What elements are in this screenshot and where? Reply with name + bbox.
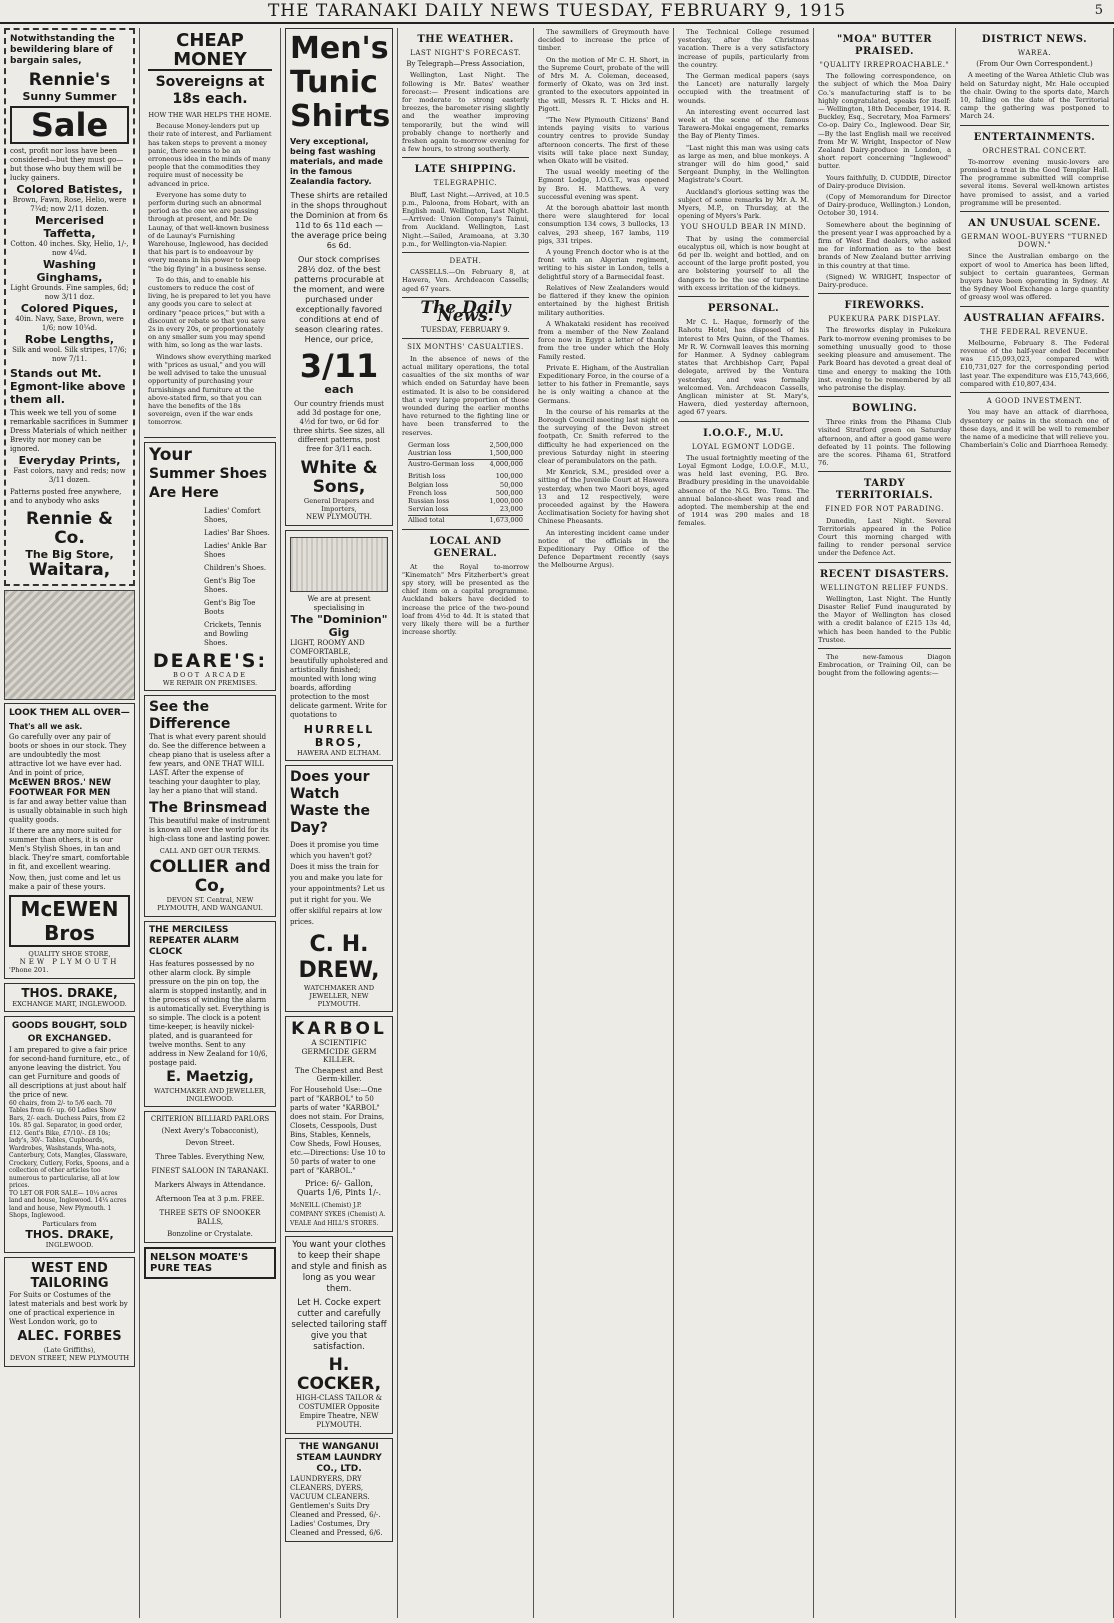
diagonal-text: The new-famous Diagon Embrocation, or Training Oil, can be bought from the following agents:— bbox=[818, 652, 951, 678]
sale-item-9: Silk and wool. Silk stripes, 17/6; now 7/11. bbox=[12, 346, 127, 363]
casualty-row: Austrian loss 1,500,000 bbox=[408, 448, 523, 457]
sale-item-7: 40in. Navy, Saxe, Brown, were 1/6; now 10¼d. bbox=[15, 315, 124, 332]
sale-item-1: Brown, Fawn, Rose, Helio, were 7¼d; now 2/11 dozen. bbox=[12, 196, 127, 213]
sale-item-4: Washing Ginghams, bbox=[36, 258, 103, 284]
brinsmead-text: This beautiful make of instrument is known all over the world for its high-class tone and lasting power. bbox=[149, 816, 271, 843]
local-general-heading: LOCAL AND GENERAL. bbox=[429, 535, 502, 559]
brinsmead-heading: The Brinsmead bbox=[149, 799, 268, 816]
criterion-markers: Markers Always in Attendance. bbox=[154, 1180, 266, 1189]
casualty-row: Belgian loss 50,000 bbox=[408, 480, 523, 489]
bear-in-mind-heading: YOU SHOULD BEAR IN MIND. bbox=[680, 223, 807, 232]
maetzig-address: WATCHMAKER AND JEWELLER, INGLEWOOD. bbox=[154, 1086, 266, 1103]
sale-item-8: Robe Lengths, bbox=[24, 333, 115, 346]
warea-subheading: WAREA. bbox=[1017, 49, 1052, 57]
gig-heading: The "Dominion" Gig bbox=[290, 612, 388, 639]
big-store: The Big Store, bbox=[25, 548, 114, 561]
criterion-finest: FINEST SALOON IN TARANAKI. bbox=[151, 1166, 269, 1175]
rennie-subtitle: Sunny Summer bbox=[22, 90, 117, 103]
criterion-heading: CRITERION BILLIARD PARLORS bbox=[150, 1114, 270, 1123]
casualty-row: Russian loss 1,000,000 bbox=[408, 496, 523, 505]
westend-text: For Suits or Costumes of the latest materials and best work by one of practical experience in West London work, go to bbox=[9, 1291, 128, 1327]
personal-text: Mr C. L. Haque, formerly of the Rahotu Hotel, has disposed of his interest to Mrs Quinn, of the Thames. Mr R. W. Cornwall leaves this morning for Hanmer. A Sydney cablegram states that Archbishop Carr, Papal delegate, arrived by the Ventura yesterday, and was formally welcomed. Ven. Archdeacon Cassells, Anglican minister at St. Mary's, Hawera, died yesterday afternoon, aged 67 years. bbox=[678, 318, 809, 417]
drake-place: INGLEWOOD. bbox=[45, 1241, 94, 1250]
your-heading: Your bbox=[149, 444, 192, 465]
piano-advert bbox=[144, 695, 276, 917]
shoe-item-0: Ladies' Comfort Shoes, bbox=[204, 506, 261, 524]
gig-specialising: We are at present specialising in bbox=[307, 594, 371, 612]
laundry-text: LAUNDRYERS, DRY CLEANERS, DYERS, VACUUM CLEANERS. Gentlemen's Suits Dry Cleaned and Pressed, 6/-. Ladies' Costumes, Dry Cleaned and Pressed, 6/6. bbox=[290, 1474, 383, 1537]
district-heading: DISTRICT NEWS. bbox=[981, 34, 1088, 45]
col5-para-8: A Whakataki resident has received from a member of the New Zealand force now in Egypt a letter of thanks from the tree under which the Holy Family rested. bbox=[538, 319, 669, 361]
casualty-row: French loss 500,000 bbox=[408, 488, 523, 497]
mcewen-text-4: Now, then, just come and let us make a pair of these yours. bbox=[9, 874, 121, 891]
shoe-item-2: Ladies' Ankle Bar Shoes bbox=[204, 541, 267, 559]
cocker-staff: Let H. Cocke expert cutter and carefully selected tailoring staff give you that satisfaction. bbox=[291, 1297, 387, 1352]
nelson-moate-advert bbox=[144, 1247, 276, 1279]
correspondent-byline: (From Our Own Correspondent.) bbox=[976, 60, 1093, 69]
col5-para-2: On the motion of Mr C. H. Short, in the Supreme Court, probate of the will of Mrs M. A. Coleman, deceased, formerly of Okato, was on 3rd inst. granted to the executors appointed in the will, Messrs R. T. Hicks and H. Pigott. bbox=[538, 55, 669, 113]
telegraphic-subheading: TELEGRAPHIC. bbox=[433, 179, 498, 188]
col5-para-11: Mr Kenrick, S.M., presided over a sitting of the Juvenile Court at Hawera yesterday, when two Maori boys, aged 13 and 12 respectively, were proceeded against by the Hawera Acclimatisation Society for having shot Chinese Pheasants. bbox=[538, 468, 669, 526]
moa-memo: (Copy of Memorandum for Director of Dairy-produce, Wellington.) London, October 30, 1914. bbox=[818, 193, 951, 218]
daily-news-logo: The Daily News. bbox=[420, 297, 511, 327]
criterion-tables: Three Tables. Everything New, bbox=[155, 1152, 265, 1161]
are-here-heading: Are Here bbox=[149, 484, 219, 501]
goods-advert bbox=[4, 1016, 135, 1253]
fireworks-heading: FIREWORKS. bbox=[844, 300, 925, 312]
sale-item-6: Colored Piques, bbox=[20, 302, 119, 315]
forbes-late: (Late Griffiths), bbox=[43, 1346, 96, 1355]
merciless-text: Has features possessed by no other alarm clock. By simple pressure on the pin on top, the alarm is stopped instantly, and in the process of winding the alarm is automatically set. Everything is so simple. The clock is a potent time-keeper, is heavily nickel-plated, and is guaranteed for twelve months. Sent to any address in New Zealand for 10/6, postage paid. bbox=[149, 959, 270, 1067]
drew-name: C. H. DREW, bbox=[298, 931, 380, 983]
watch-heading: Does your Watch Waste the Day? bbox=[290, 768, 370, 836]
karbol-text: For Household Use:—One part of "KARBOL" to 50 parts of water "KARBOL" does not stain. For Drains, Closets, Cesspools, Dust Bins, Stables, Kennels, Cow Sheds, Fowl Houses, etc.—Directions: Use 10 to 50 parts of water to one part of "KARBOL." bbox=[290, 1086, 386, 1176]
pukekura-subheading: PUKEKURA PARK DISPLAY. bbox=[828, 315, 941, 324]
sale-text: cost, profit nor loss have been considered—but they must go—but those who buy them will be lucky gainers. bbox=[10, 147, 124, 182]
shirts-text: Very exceptional, being fast washing materials, and made in the famous Zealandia factory. bbox=[290, 137, 383, 186]
cheap-money-para-4: Windows show everything marked with "prices as usual," and you will be well advised to take the unusual opportunity of purchasing your furnishings and furniture at the above-stated firm, so that you can have the benefits of the 18s sovereign, even if the war ends tomorrow. bbox=[148, 352, 272, 427]
death-heading: DEATH. bbox=[449, 257, 482, 266]
rennie-advert bbox=[4, 28, 135, 586]
col6-para-3: An interesting event occurred last week at the scene of the famous Tarawera-Mokai engagement, remarks the Bay of Plenty Times. bbox=[678, 107, 809, 141]
casualties-table bbox=[408, 441, 523, 525]
cocker-advert bbox=[285, 1236, 393, 1434]
sale-item-14: Patterns posted free anywhere, and to anybody who asks bbox=[10, 488, 122, 505]
sale-item-10: Stands out Mt. Egmont-like above them all. bbox=[10, 367, 126, 406]
shoe-item-1: Ladies' Bar Shoes. bbox=[204, 528, 270, 537]
particulars: Particulars from bbox=[42, 1219, 97, 1228]
warea-text: A meeting of the Warea Athletic Club was held on Saturday night, Mr. Hale occupied the chair. Owing to the sports date, March 10, falling on the date of the Territorial camp the gathering was postponed to March 24. bbox=[960, 71, 1109, 121]
col6-para-4: "Last night this man was using cats as large as men, and blue monkeys. A stranger will do him good," said Sergeant Dunphy, in the Wellington Magistrate's Court. bbox=[678, 143, 809, 185]
shoe-illustration bbox=[4, 590, 135, 700]
revenue-text: Melbourne, February 8. The Federal revenue of the half-year ended December was £15,093,023, compared with £10,731,027 for the corresponding period last year. The expenditure was £15,743,666, compared with £10,807,434. bbox=[960, 338, 1109, 388]
mcewen-bros: McEWEN Bros bbox=[9, 895, 130, 947]
col6-para-2: The German medical papers (says the Lancet) are naturally largely occupied with the treatment of wounds. bbox=[678, 72, 809, 105]
sale-item-3: Cotton. 40 inches. Sky, Helio, 1/-, now 4¼d. bbox=[10, 240, 129, 257]
cheap-money-advert bbox=[144, 28, 276, 433]
cocker-clothes: You want your clothes to keep their shape and style and finish as long as you wear them. bbox=[291, 1239, 387, 1294]
moa-signature: Yours faithfully, D. CUDDIE, Director of Dairy-produce Division. bbox=[818, 173, 951, 190]
criterion-tea: Afternoon Tea at 3 p.m. FREE. bbox=[155, 1194, 265, 1203]
karbol-germicide: A SCIENTIFIC GERMICIDE GERM KILLER. bbox=[301, 1038, 377, 1064]
hurrell-bros: HURRELL BROS, bbox=[303, 722, 375, 749]
tardy-heading: TARDY TERRITORIALS. bbox=[835, 478, 934, 502]
shirts-text-3: Our stock comprises 28½ doz. of the best patterns procurable at the moment, and were purchased under exceptionally favored conditions at end of season clearing rates. Hence, our price, bbox=[293, 255, 385, 344]
shirts-advert bbox=[285, 28, 393, 526]
casualty-row: British loss 100,000 bbox=[408, 472, 523, 481]
mens-heading: Men's bbox=[290, 31, 389, 66]
daily-news-date: TUESDAY, FEBRUARY 9. bbox=[421, 326, 510, 335]
col5-para-12: An interesting incident came under notice of the officials in the Expeditionary Pay Office of the Defence Department recently (says the Melbourne Argus). bbox=[538, 528, 669, 570]
bowling-heading: BOWLING. bbox=[851, 403, 918, 415]
cocker-sub: HIGH-CLASS TAILOR & COSTUMIER Opposite Empire Theatre, NEW PLYMOUTH. bbox=[296, 1393, 382, 1429]
ioof-heading: I.O.O.F., M.U. bbox=[703, 427, 784, 439]
criterion-snooker: THREE SETS OF SNOOKER BALLS, bbox=[159, 1208, 261, 1226]
moa-heading: "MOA" BUTTER PRAISED. bbox=[836, 34, 933, 57]
to-let: TO LET OR FOR SALE— 10¼ acres land and house, Inglewood. 14¼ acres land and house, New Plymouth. 1 Shops, Inglewood. bbox=[9, 1189, 127, 1220]
westend-heading: WEST END TAILORING bbox=[30, 1261, 109, 1292]
mcewen-advert bbox=[4, 703, 135, 979]
page-number: 5 bbox=[1094, 3, 1104, 18]
column-2 bbox=[140, 28, 281, 1618]
shoe-item-4: Gent's Big Toe Shoes. bbox=[204, 576, 256, 594]
shoe-item-6: Crickets, Tennis and Bowling Shoes. bbox=[204, 620, 262, 647]
investment-subheading: A GOOD INVESTMENT. bbox=[986, 397, 1083, 406]
rennie-title: Rennie's bbox=[28, 70, 111, 90]
criterion-advert bbox=[144, 1111, 276, 1243]
karbol-cheapest: The Cheapest and Best Germ-killer. bbox=[295, 1066, 383, 1084]
column-5 bbox=[534, 28, 674, 1618]
rennie-intro: Notwithstanding the bewildering blare of bargain sales, bbox=[10, 34, 115, 66]
summer-shoes-advert bbox=[144, 442, 276, 691]
bowling-text: Three rinks from the Pihama Club visited Stratford green on Saturday afternoon, and after a good game were defeated by 11 points. The following are the scores. Pihama 61, Stratford 76. bbox=[818, 418, 951, 468]
col6-para-1: The Technical College resumed yesterday, after the Christmas vacation. There is a very satisfactory increase of pupils, particularly from the country. bbox=[678, 28, 809, 69]
shipping-text: Bluff, Last Night.—Arrived, at 10.5 p.m., Paloona, from Hobart, with an English mail. Wellington, Last Night.—Arrived: Union Company's Tainui, from Auckland. Wellington, Last Night.—Sailed, Aramoana, at 3.30 p.m., for Wellington-via-Napier. bbox=[402, 190, 529, 248]
drake-advert bbox=[4, 983, 135, 1012]
mcewen-text-2: is far and away better value than is usually obtainable in such high quality goods. bbox=[9, 798, 128, 824]
masthead bbox=[0, 0, 1114, 24]
laundry-advert bbox=[285, 1438, 393, 1542]
shipping-heading: LATE SHIPPING. bbox=[414, 164, 517, 176]
thats-all: That's all we ask. bbox=[9, 722, 83, 731]
fireworks-text: The fireworks display in Pukekura Park to-morrow evening promises to be something unusually good to those seeking pleasure and amusement. The Park Board has devoted a great deal of time and energy to making the 10th inst. evening to be remembered by all who patronise the display. bbox=[818, 326, 951, 392]
moa-text: The following correspondence, on the subject of which the Moa Dairy Co.'s manufacturing staff is to be highly congratulated, speaks for itself:— Wellington, 18th December, 1914. R. Buckley, Esq., Secretary, Moa Farmers' Co-op. Dairy Co., Inglewood. Dear Sir,—By the last English mail we received from Mr W. Wright, Inspector of New Zealand Dairy-produce in London, a short report concerning "Inglewood" butter. bbox=[818, 72, 951, 171]
war-helps-home: HOW THE WAR HELPS THE HOME. bbox=[148, 111, 272, 119]
ioof-text: The usual fortnightly meeting of the Loyal Egmont Lodge, I.O.O.F., M.U., was held last evening, P.G. Bro. Bradbury presiding in the unavoidable absence of the N.G. Bro. Toms. The annual balance-sheet was read and adopted. The membership at the end of 1914 was 290 males and 18 females. bbox=[678, 453, 809, 528]
sale-item-2: Mercerised Taffetta, bbox=[35, 214, 104, 240]
casualties-heading: SIX MONTHS' CASUALTIES. bbox=[407, 343, 524, 352]
cheap-money-para-3: To do this, and to enable his customers to reduce the cost of living, he is prepared to let you have any goods you care to select at ordinary "peace prices," but with a discount or rebate so that you save 2s in every 20s, or proportionately on any smaller sum you may spend with him, so long as the war lasts. bbox=[148, 275, 271, 350]
column-1 bbox=[0, 28, 140, 1618]
entertainments-heading: ENTERTAINMENTS. bbox=[973, 131, 1096, 143]
shirts-heading: Shirts bbox=[290, 99, 391, 134]
gig-text: LIGHT, ROOMY AND COMFORTABLE, beautifully upholstered and artistically finished; mounted with long wing boards, affording protection to the most delicate garment. Write for quotations to bbox=[290, 638, 388, 719]
col5-para-4: The usual weekly meeting of the Egmont Lodge, I.O.G.T., was opened by Bro. H. Matthews. A very successful evening was spent. bbox=[538, 168, 669, 201]
col5-para-1: The sawmillers of Greymouth have decided to increase the price of timber. bbox=[538, 28, 669, 53]
recent-text: Wellington, Last Night. The Huntly Disaster Relief Fund inaugurated by the Mayor of Wellington has closed with a credit balance of £215 13s 4d, which has been handed to the Public Trustee. bbox=[818, 594, 951, 644]
call-terms: CALL AND GET OUR TERMS. bbox=[159, 846, 261, 855]
deares-heading: DEARE'S: bbox=[152, 649, 268, 672]
white-general: General Drapers and Importers, bbox=[303, 497, 375, 514]
goods-text: I am prepared to give a fair price for second-hand furniture, etc., of anyone leaving the district. You can get Furniture and goods of all descriptions at just about half the price of new. bbox=[9, 1045, 130, 1099]
westend-advert bbox=[4, 1257, 135, 1366]
criterion-sub: (Next Avery's Tobacconist), bbox=[161, 1126, 259, 1135]
revenue-subheading: THE FEDERAL REVENUE. bbox=[980, 327, 1089, 336]
unusual-text: Since the Australian embargo on the export of wool to America has been lifted, subject to certain guarantees, German buyers have been operating in Sydney. At the Sydney Wool Exchange a large quantity of greasy wool was offered. bbox=[960, 252, 1109, 302]
weather-text: Wellington, Last Night. The following is Mr. Bates' weather forecast:— Present indications are for moderate to strong easterly breezes, the barometer rising slightly and the weather improving temporarily, but the wind will probably change to northerly and freshen again to-morrow evening for a few hours, to strong southerly. bbox=[402, 71, 529, 154]
sale-heading: Sale bbox=[10, 106, 129, 144]
column-7 bbox=[814, 28, 956, 1618]
casualty-row: Allied total 1,673,000 bbox=[408, 516, 523, 525]
forbes-name: ALEC. FORBES bbox=[17, 1329, 122, 1345]
death-text: CASSELLS.—On February 8, at Hawera, Ven. Archdeacon Cassells; aged 67 years. bbox=[402, 268, 529, 293]
shirts-each: each bbox=[324, 383, 354, 396]
goods-heading: GOODS BOUGHT, SOLD OR EXCHANGED. bbox=[11, 1020, 128, 1044]
goods-list: 60 chairs, from 2/- to 5/6 each. 70 Tables from 6/- up. 60 Ladies Show Bars, 2/- each. Duchess Pairs, from £2 10s. 85 gal. Separator, in good order, £12. Gent's Bike, £7/10/-. £8 10s; lady's, 30/-. Tables, Cupboards, Wardrobes, Washstands, Wha-nots, Canterbury, Cots, Mangles, Glassware, Crockery, Cutlery, Forks, Spoons, and a collection of other articles too numerous to particularise, all at low prices. bbox=[9, 1099, 130, 1190]
forbes-address: DEVON STREET, NEW PLYMOUTH bbox=[9, 1354, 130, 1363]
column-3 bbox=[281, 28, 398, 1618]
collier-address: DEVON ST. Central, NEW PLYMOUTH, AND WANGANUI. bbox=[157, 896, 263, 913]
gig-advert bbox=[285, 530, 393, 761]
look-heading: LOOK THEM ALL OVER— bbox=[9, 708, 130, 718]
hurrell-address: HAWERA AND ELTHAM. bbox=[297, 748, 381, 757]
moa-memo-text: Somewhere about the beginning of the present year I was approached by a firm of West End dealers, who asked me for information as to the best brands of New Zealand butter arriving in this country at that time. bbox=[818, 220, 951, 270]
maetzig-heading: E. Maetzig, bbox=[166, 1068, 254, 1085]
relief-subheading: WELLINGTON RELIEF FUNDS. bbox=[820, 583, 949, 592]
sale-item-12: Everyday Prints, bbox=[18, 454, 121, 467]
australian-heading: AUSTRALIAN AFFAIRS. bbox=[963, 312, 1106, 324]
german-wool-subheading: GERMAN WOOL-BUYERS "TURNED DOWN." bbox=[961, 233, 1108, 250]
criterion-bonzoline: Bonzoline or Crystalate. bbox=[167, 1229, 253, 1238]
collier-heading: COLLIER and Co, bbox=[149, 857, 271, 897]
watch-text: Does it promise you time which you haven't got? Does it miss the train for you and make you late for your appointments? Let us put it right for you. We offer skilful repairs at low prices. bbox=[290, 840, 385, 926]
mcewen-boots: McEWEN BROS.' NEW FOOTWEAR FOR MEN bbox=[9, 778, 112, 798]
investment-text: You may have an attack of diarrhoea, dysentery or pains in the stomach one of these days, and it will be well to remember the name of a medicine that will relieve you. Chamberlain's Colic and Diarrhoea Remedy. bbox=[960, 408, 1109, 450]
fined-subheading: FINED FOR NOT PARADING. bbox=[825, 505, 944, 514]
white-town: NEW PLYMOUTH. bbox=[306, 513, 372, 522]
drake-name-2: THOS. DRAKE, bbox=[25, 1228, 114, 1242]
drake-name: THOS. DRAKE, bbox=[21, 985, 118, 1000]
col5-para-6: A young French doctor who is at the front with an Algerian regiment, writing to his sister in London, tells a delightful story of a Barmecidal feast. bbox=[538, 248, 669, 281]
summer-shoes-heading: Summer Shoes bbox=[149, 465, 267, 482]
quality-shoe: QUALITY SHOE STORE, bbox=[28, 950, 111, 958]
entertainments-text: To-morrow evening music-lovers are promised a treat in the Good Templar Hall. The programme submitted will comprise several items. Several well-known artistes have promised to assist, and a varied programme will be presented. bbox=[960, 157, 1109, 207]
column-8 bbox=[956, 28, 1114, 1618]
sovereigns-heading: Sovereigns at 18s each. bbox=[155, 74, 265, 107]
karbol-agents: McNEILL (Chemist) J.P. COMPANY SYKES (Chemist) A. VEALE And HILL'S STORES. bbox=[290, 1201, 386, 1227]
casualty-row: German loss 2,500,000 bbox=[408, 440, 523, 449]
unusual-heading: AN UNUSUAL SCENE. bbox=[968, 218, 1101, 230]
personal-heading: PERSONAL. bbox=[707, 303, 780, 315]
masthead-title: THE TARANAKI DAILY NEWS TUESDAY, FEBRUARY 9, 1915 bbox=[267, 1, 847, 21]
col6-para-7: That by using the commercial eucalyptus oil, which is now bought at 6d per lb. weight and bottled, and on account of the large profit posted, you are bolstering yourself to all the dangers to be the use of turpentine with excess irritation of the kidneys. bbox=[678, 234, 809, 292]
weather-heading: THE WEATHER. bbox=[417, 34, 514, 45]
shirts-price: 3/11 bbox=[299, 347, 379, 385]
col5-para-3: "The New Plymouth Citizens' Band intends paying visits to various country centres to provide Sunday afternoon concerts. The first of these visits will take place next Sunday, when Okato will be visited. bbox=[538, 116, 669, 166]
moa-wright: (Signed) W. WRIGHT, Inspector of Dairy-produce. bbox=[818, 272, 951, 290]
forecast-subheading: LAST NIGHT'S FORECAST. bbox=[410, 49, 521, 57]
col5-para-9: Private E. Higham, of the Australian Expeditionary Force, in the course of a letter to his father in Fremantle, says he is only waiting a chance at the Germans. bbox=[538, 363, 669, 405]
orchestral-subheading: ORCHESTRAL CONCERT. bbox=[982, 146, 1087, 155]
drew-address: WATCHMAKER AND JEWELLER, NEW PLYMOUTH. bbox=[303, 983, 375, 1009]
white-sons: White & Sons, bbox=[300, 458, 378, 497]
column-4 bbox=[398, 28, 534, 1618]
loyal-egmont-subheading: LOYAL EGMONT LODGE. bbox=[691, 442, 796, 451]
recent-heading: RECENT DISASTERS. bbox=[819, 568, 950, 580]
col5-para-5: At the borough abattoir last month there were slaughtered for local consumption 134 cows, 3 bullocks, 13 calves, 293 sheep, 167 lambs, 119 pigs, 331 tripes. bbox=[538, 204, 669, 245]
see-difference: See the Difference bbox=[149, 698, 231, 732]
sale-item-5: Light Grounds. Fine samples, 6d; now 3/11 doz. bbox=[10, 284, 129, 301]
shoe-item-5: Gent's Big Toe Boots bbox=[204, 598, 256, 616]
cocker-name: H. COCKER, bbox=[296, 1354, 382, 1394]
mcewen-phone: 'Phone 201. bbox=[9, 966, 49, 975]
column-6 bbox=[674, 28, 814, 1618]
nelson-moate-heading: NELSON MOATE'S PURE TEAS bbox=[150, 1251, 249, 1274]
gig-illustration bbox=[290, 537, 388, 592]
col5-para-7: Relatives of New Zealanders would be flattered if they knew the opinion entertained by the highest British military authorities. bbox=[538, 283, 669, 317]
mcewen-text: Go carefully over any pair of boots or shoes in our stock. They are undoubtedly the most attractive lot we have ever had. And in point of price, bbox=[9, 733, 127, 777]
mcewen-text-3: If there are any more suited for summer than others, it is our Men's Stylish Shoes, in tan and black. They're smart, comfortable in fit, and excellent wearing. bbox=[9, 827, 130, 871]
cheap-money-heading: CHEAP MONEY bbox=[148, 31, 272, 71]
sale-item-13: Fast colors, navy and reds; now 3/11 dozen. bbox=[13, 467, 126, 484]
drake-address: EXCHANGE MART, INGLEWOOD. bbox=[12, 999, 127, 1008]
country-friends: Our country friends must add 3d postage for one, 4½d for two, or 6d for three shirts. See sizes, all different patterns, post free for 3/11 each. bbox=[293, 400, 385, 453]
alarm-clock-advert bbox=[144, 921, 276, 1107]
col6-para-5: Auckland's glorious setting was the subject of some remarks by Mr. A. M. Myers, M.P., on Thursday, at the opening of Myers's Park. bbox=[678, 187, 809, 221]
casualties-text: In the absence of news of the actual military operations, the total casualties of the six months of war which ended on Saturday have been estimated. It is also to be considered that a very large proportion of those wounded during the earlier months have returned to the fighting line or have been transferred to the reserves. bbox=[402, 354, 529, 437]
shoe-item-3: Children's Shoes. bbox=[204, 563, 267, 572]
repair-premises: WE REPAIR ON PREMISES. bbox=[162, 678, 258, 687]
see-text: That is what every parent should do. See the difference between a cheap piano that is useless after a few years, and ONE THAT WILL LAST. After the expense of teaching your daughter to play, lay her a piano that will stand. bbox=[149, 732, 271, 795]
merciless-heading: THE MERCILESS REPEATER ALARM CLOCK bbox=[149, 924, 239, 957]
cheap-money-para-1: Because Money-lenders put up their rate of interest, and Parliament has taken steps to prevent a money panic, there seems to be an erroneous idea in the minds of many people that the commodities they require must of necessity be advanced in price. bbox=[148, 122, 272, 188]
rennie-co: Rennie & Co. bbox=[26, 509, 113, 548]
tunic-heading: Tunic bbox=[290, 65, 378, 100]
mcewen-town: NEW PLYMOUTH bbox=[19, 958, 120, 967]
karbol-price: Price: 6/- Gallon, Quarts 1/6, Pints 1/-. bbox=[296, 1179, 382, 1197]
criterion-devon: Devon Street. bbox=[185, 1138, 235, 1147]
sale-item-0: Colored Batistes, bbox=[16, 183, 123, 196]
karbol-heading: KARBOL bbox=[291, 1019, 387, 1040]
weather-byline: By Telegraph—Press Association, bbox=[406, 60, 525, 69]
laundry-heading: THE WANGANUI STEAM LAUNDRY CO., LTD. bbox=[296, 1441, 382, 1474]
col5-para-10: In the course of his remarks at the Borough Council meeting last night on the surveying of the Devon street footpath, Cr. Smith referred to the difficulty he had experienced on the previous Saturday night in steering clear of perambulators on the path. bbox=[538, 407, 669, 465]
cheap-money-para-2: Everyone has some duty to perform during such an abnormal period as the one we are passing through at present, and Mr. De Launay, of that well-known business of de Launay's Furnishing Warehouse, Inglewood, has decided that his part is to endeavour by every means in his power to keep "the big flying" in a business sense. bbox=[148, 190, 269, 273]
casualty-row: Austro-German loss 4,000,000 bbox=[408, 460, 523, 469]
watch-advert bbox=[285, 765, 393, 1013]
shirts-text-2: These shirts are retailed in the shops throughout the Dominion at from 6s 11d to 6s 11d each —the average price being 6s 6d. bbox=[290, 191, 388, 250]
karbol-advert bbox=[285, 1016, 393, 1231]
quality-subheading: "QUALITY IRREPROACHABLE." bbox=[819, 61, 950, 69]
boot-arcade: BOOT ARCADE bbox=[173, 670, 247, 679]
casualty-row: Servian loss 23,000 bbox=[408, 505, 523, 514]
tardy-text: Dunedin, Last Night. Several Territorials appeared in the Police Court this morning charged with failing to render personal service under the Defence Act. bbox=[818, 516, 951, 558]
local-text: At the Royal to-morrow "Kinematch" Mrs Fitzherbert's great spy story, will be presented as the chief item on a capital programme. Auckland bakers have decided to increase the price of the two-pound loaf from 4½d to 4d. It is stated that very likely there will be a further increase shortly. bbox=[402, 562, 529, 637]
waitara: Waitara, bbox=[28, 560, 111, 580]
sale-item-11: This week we tell you of some remarkable sacrifices in Summer Dress Materials of which neither Brevity nor money can be ignored. bbox=[10, 409, 129, 453]
